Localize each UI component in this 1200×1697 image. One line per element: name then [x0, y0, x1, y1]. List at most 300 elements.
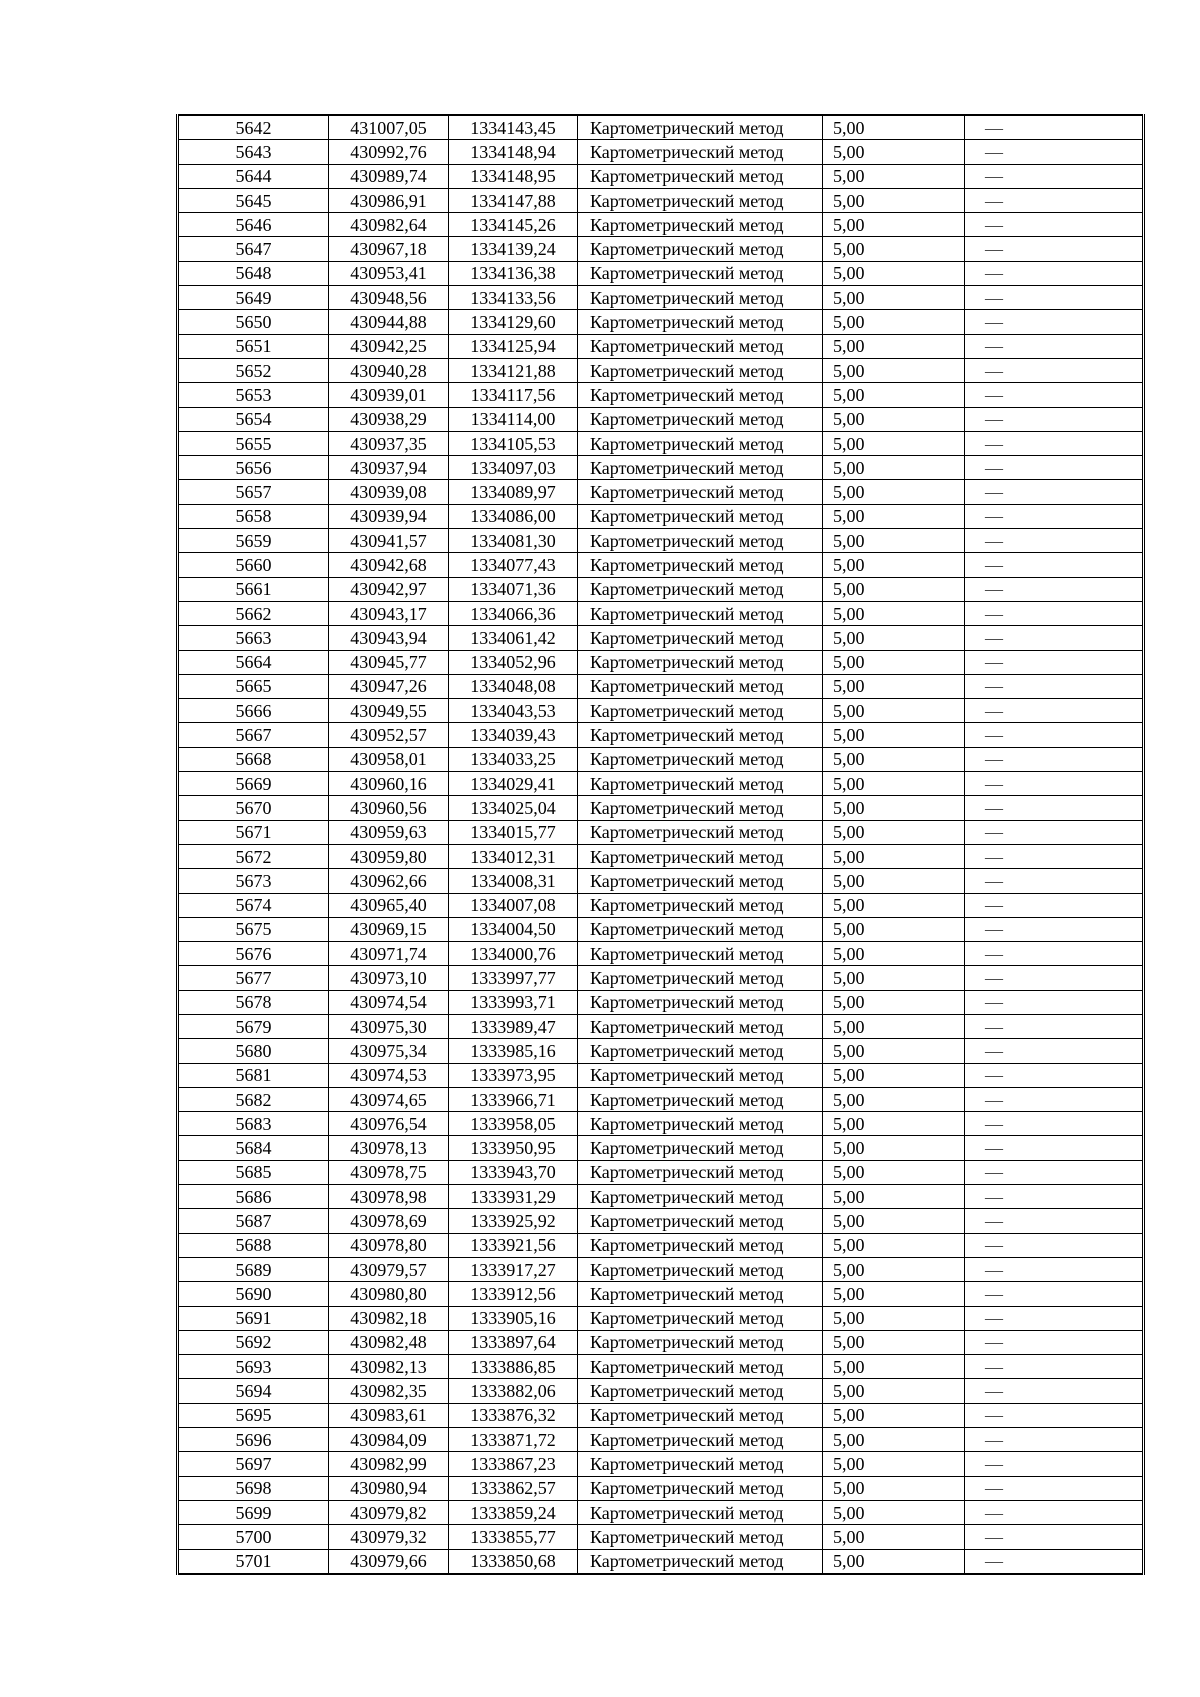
- accuracy-cell: 5,00: [823, 480, 965, 504]
- y-coordinate-cell: 1333958,05: [449, 1112, 578, 1136]
- method-cell: Картометрический метод: [578, 553, 823, 577]
- point-number-cell: 5656: [178, 456, 329, 480]
- method-cell: Картометрический метод: [578, 1233, 823, 1257]
- x-coordinate-cell: 430939,08: [329, 480, 449, 504]
- x-coordinate-cell: 430939,01: [329, 383, 449, 407]
- x-coordinate-cell: 430989,74: [329, 164, 449, 188]
- x-coordinate-cell: 430942,25: [329, 334, 449, 358]
- point-number-cell: 5701: [178, 1549, 329, 1574]
- accuracy-cell: 5,00: [823, 529, 965, 553]
- point-number-cell: 5675: [178, 917, 329, 941]
- accuracy-cell: 5,00: [823, 1282, 965, 1306]
- y-coordinate-cell: 1333867,23: [449, 1452, 578, 1476]
- note-cell: —: [965, 553, 1144, 577]
- note-cell: —: [965, 1014, 1144, 1038]
- y-coordinate-cell: 1334097,03: [449, 456, 578, 480]
- note-cell: —: [965, 188, 1144, 212]
- method-cell: Картометрический метод: [578, 286, 823, 310]
- table-row: [178, 140, 1144, 164]
- accuracy-cell: 5,00: [823, 723, 965, 747]
- point-number-cell: 5646: [178, 213, 329, 237]
- accuracy-cell: 5,00: [823, 577, 965, 601]
- note-cell: —: [965, 1452, 1144, 1476]
- point-number-cell: 5671: [178, 820, 329, 844]
- method-cell: Картометрический метод: [578, 601, 823, 625]
- x-coordinate-cell: 431007,05: [329, 115, 449, 140]
- note-cell: —: [965, 456, 1144, 480]
- point-number-cell: 5652: [178, 358, 329, 382]
- note-cell: —: [965, 772, 1144, 796]
- y-coordinate-cell: 1334133,56: [449, 286, 578, 310]
- table-row: [178, 699, 1144, 723]
- method-cell: Картометрический метод: [578, 772, 823, 796]
- method-cell: Картометрический метод: [578, 261, 823, 285]
- table-row: [178, 844, 1144, 868]
- point-number-cell: 5689: [178, 1257, 329, 1281]
- method-cell: Картометрический метод: [578, 237, 823, 261]
- accuracy-cell: 5,00: [823, 504, 965, 528]
- y-coordinate-cell: 1334043,53: [449, 699, 578, 723]
- point-number-cell: 5699: [178, 1500, 329, 1524]
- note-cell: —: [965, 1355, 1144, 1379]
- method-cell: Картометрический метод: [578, 334, 823, 358]
- accuracy-cell: 5,00: [823, 407, 965, 431]
- point-number-cell: 5697: [178, 1452, 329, 1476]
- point-number-cell: 5700: [178, 1525, 329, 1549]
- x-coordinate-cell: 430982,64: [329, 213, 449, 237]
- point-number-cell: 5653: [178, 383, 329, 407]
- y-coordinate-cell: 1333897,64: [449, 1330, 578, 1354]
- point-number-cell: 5665: [178, 674, 329, 698]
- method-cell: Картометрический метод: [578, 431, 823, 455]
- point-number-cell: 5687: [178, 1209, 329, 1233]
- point-number-cell: 5669: [178, 772, 329, 796]
- y-coordinate-cell: 1334039,43: [449, 723, 578, 747]
- y-coordinate-cell: 1334033,25: [449, 747, 578, 771]
- point-number-cell: 5681: [178, 1063, 329, 1087]
- y-coordinate-cell: 1334086,00: [449, 504, 578, 528]
- y-coordinate-cell: 1333966,71: [449, 1087, 578, 1111]
- note-cell: —: [965, 1306, 1144, 1330]
- y-coordinate-cell: 1334029,41: [449, 772, 578, 796]
- accuracy-cell: 5,00: [823, 1257, 965, 1281]
- point-number-cell: 5686: [178, 1185, 329, 1209]
- table-row: [178, 504, 1144, 528]
- method-cell: Картометрический метод: [578, 893, 823, 917]
- table-row: [178, 164, 1144, 188]
- note-cell: —: [965, 1379, 1144, 1403]
- point-number-cell: 5685: [178, 1160, 329, 1184]
- x-coordinate-cell: 430959,63: [329, 820, 449, 844]
- table-row: [178, 1379, 1144, 1403]
- note-cell: —: [965, 115, 1144, 140]
- accuracy-cell: 5,00: [823, 431, 965, 455]
- y-coordinate-cell: 1334007,08: [449, 893, 578, 917]
- x-coordinate-cell: 430938,29: [329, 407, 449, 431]
- table-row: [178, 1233, 1144, 1257]
- point-number-cell: 5649: [178, 286, 329, 310]
- y-coordinate-cell: 1333871,72: [449, 1428, 578, 1452]
- x-coordinate-cell: 430975,30: [329, 1014, 449, 1038]
- x-coordinate-cell: 430983,61: [329, 1403, 449, 1427]
- accuracy-cell: 5,00: [823, 893, 965, 917]
- y-coordinate-cell: 1334012,31: [449, 844, 578, 868]
- y-coordinate-cell: 1333862,57: [449, 1476, 578, 1500]
- note-cell: —: [965, 480, 1144, 504]
- method-cell: Картометрический метод: [578, 747, 823, 771]
- accuracy-cell: 5,00: [823, 747, 965, 771]
- table-row: [178, 1330, 1144, 1354]
- x-coordinate-cell: 430953,41: [329, 261, 449, 285]
- table-row: [178, 1525, 1144, 1549]
- note-cell: —: [965, 869, 1144, 893]
- x-coordinate-cell: 430979,66: [329, 1549, 449, 1574]
- point-number-cell: 5648: [178, 261, 329, 285]
- accuracy-cell: 5,00: [823, 917, 965, 941]
- table-row: [178, 383, 1144, 407]
- accuracy-cell: 5,00: [823, 1500, 965, 1524]
- method-cell: Картометрический метод: [578, 529, 823, 553]
- note-cell: —: [965, 650, 1144, 674]
- accuracy-cell: 5,00: [823, 1549, 965, 1574]
- x-coordinate-cell: 430978,98: [329, 1185, 449, 1209]
- x-coordinate-cell: 430976,54: [329, 1112, 449, 1136]
- table-row: [178, 1039, 1144, 1063]
- x-coordinate-cell: 430982,99: [329, 1452, 449, 1476]
- accuracy-cell: 5,00: [823, 942, 965, 966]
- table-row: [178, 601, 1144, 625]
- accuracy-cell: 5,00: [823, 1209, 965, 1233]
- x-coordinate-cell: 430975,34: [329, 1039, 449, 1063]
- accuracy-cell: 5,00: [823, 1403, 965, 1427]
- table-row: [178, 820, 1144, 844]
- x-coordinate-cell: 430942,97: [329, 577, 449, 601]
- accuracy-cell: 5,00: [823, 772, 965, 796]
- method-cell: Картометрический метод: [578, 626, 823, 650]
- method-cell: Картометрический метод: [578, 358, 823, 382]
- table-row: [178, 1063, 1144, 1087]
- y-coordinate-cell: 1334004,50: [449, 917, 578, 941]
- y-coordinate-cell: 1334125,94: [449, 334, 578, 358]
- x-coordinate-cell: 430973,10: [329, 966, 449, 990]
- method-cell: Картометрический метод: [578, 140, 823, 164]
- note-cell: —: [965, 1233, 1144, 1257]
- y-coordinate-cell: 1333943,70: [449, 1160, 578, 1184]
- table-row: [178, 1282, 1144, 1306]
- accuracy-cell: 5,00: [823, 1136, 965, 1160]
- note-cell: —: [965, 261, 1144, 285]
- y-coordinate-cell: 1333882,06: [449, 1379, 578, 1403]
- accuracy-cell: 5,00: [823, 334, 965, 358]
- point-number-cell: 5660: [178, 553, 329, 577]
- y-coordinate-cell: 1334117,56: [449, 383, 578, 407]
- method-cell: Картометрический метод: [578, 844, 823, 868]
- y-coordinate-cell: 1334061,42: [449, 626, 578, 650]
- table-row: [178, 1452, 1144, 1476]
- note-cell: —: [965, 1257, 1144, 1281]
- y-coordinate-cell: 1334089,97: [449, 480, 578, 504]
- note-cell: —: [965, 1282, 1144, 1306]
- x-coordinate-cell: 430979,57: [329, 1257, 449, 1281]
- point-number-cell: 5661: [178, 577, 329, 601]
- x-coordinate-cell: 430960,56: [329, 796, 449, 820]
- point-number-cell: 5694: [178, 1379, 329, 1403]
- method-cell: Картометрический метод: [578, 1549, 823, 1574]
- point-number-cell: 5658: [178, 504, 329, 528]
- method-cell: Картометрический метод: [578, 1136, 823, 1160]
- table-row: [178, 115, 1144, 140]
- accuracy-cell: 5,00: [823, 115, 965, 140]
- method-cell: Картометрический метод: [578, 869, 823, 893]
- method-cell: Картометрический метод: [578, 1379, 823, 1403]
- note-cell: —: [965, 140, 1144, 164]
- x-coordinate-cell: 430978,13: [329, 1136, 449, 1160]
- accuracy-cell: 5,00: [823, 626, 965, 650]
- accuracy-cell: 5,00: [823, 966, 965, 990]
- accuracy-cell: 5,00: [823, 674, 965, 698]
- coordinates-table: [176, 114, 1145, 1575]
- accuracy-cell: 5,00: [823, 1063, 965, 1087]
- accuracy-cell: 5,00: [823, 261, 965, 285]
- table-row: [178, 1209, 1144, 1233]
- note-cell: —: [965, 577, 1144, 601]
- y-coordinate-cell: 1333993,71: [449, 990, 578, 1014]
- x-coordinate-cell: 430982,35: [329, 1379, 449, 1403]
- x-coordinate-cell: 430965,40: [329, 893, 449, 917]
- table-row: [178, 674, 1144, 698]
- accuracy-cell: 5,00: [823, 1330, 965, 1354]
- point-number-cell: 5676: [178, 942, 329, 966]
- note-cell: —: [965, 1112, 1144, 1136]
- method-cell: Картометрический метод: [578, 1063, 823, 1087]
- method-cell: Картометрический метод: [578, 1452, 823, 1476]
- note-cell: —: [965, 358, 1144, 382]
- table-row: [178, 893, 1144, 917]
- y-coordinate-cell: 1334129,60: [449, 310, 578, 334]
- accuracy-cell: 5,00: [823, 869, 965, 893]
- y-coordinate-cell: 1334066,36: [449, 601, 578, 625]
- y-coordinate-cell: 1333931,29: [449, 1185, 578, 1209]
- accuracy-cell: 5,00: [823, 358, 965, 382]
- note-cell: —: [965, 820, 1144, 844]
- note-cell: —: [965, 431, 1144, 455]
- method-cell: Картометрический метод: [578, 990, 823, 1014]
- note-cell: —: [965, 893, 1144, 917]
- note-cell: —: [965, 383, 1144, 407]
- accuracy-cell: 5,00: [823, 1428, 965, 1452]
- table-row: [178, 213, 1144, 237]
- table-body: [178, 115, 1144, 1574]
- table-row: [178, 310, 1144, 334]
- accuracy-cell: 5,00: [823, 650, 965, 674]
- method-cell: Картометрический метод: [578, 650, 823, 674]
- table-row: [178, 1257, 1144, 1281]
- y-coordinate-cell: 1334114,00: [449, 407, 578, 431]
- method-cell: Картометрический метод: [578, 456, 823, 480]
- accuracy-cell: 5,00: [823, 1355, 965, 1379]
- point-number-cell: 5670: [178, 796, 329, 820]
- point-number-cell: 5657: [178, 480, 329, 504]
- note-cell: —: [965, 310, 1144, 334]
- x-coordinate-cell: 430937,94: [329, 456, 449, 480]
- y-coordinate-cell: 1333855,77: [449, 1525, 578, 1549]
- x-coordinate-cell: 430949,55: [329, 699, 449, 723]
- method-cell: Картометрический метод: [578, 1087, 823, 1111]
- table-row: [178, 334, 1144, 358]
- table-row: [178, 869, 1144, 893]
- method-cell: Картометрический метод: [578, 577, 823, 601]
- accuracy-cell: 5,00: [823, 1452, 965, 1476]
- note-cell: —: [965, 601, 1144, 625]
- x-coordinate-cell: 430962,66: [329, 869, 449, 893]
- note-cell: —: [965, 723, 1144, 747]
- method-cell: Картометрический метод: [578, 164, 823, 188]
- point-number-cell: 5672: [178, 844, 329, 868]
- method-cell: Картометрический метод: [578, 966, 823, 990]
- point-number-cell: 5668: [178, 747, 329, 771]
- method-cell: Картометрический метод: [578, 1355, 823, 1379]
- note-cell: —: [965, 529, 1144, 553]
- x-coordinate-cell: 430980,94: [329, 1476, 449, 1500]
- table-row: [178, 1500, 1144, 1524]
- y-coordinate-cell: 1334143,45: [449, 115, 578, 140]
- note-cell: —: [965, 1403, 1144, 1427]
- method-cell: Картометрический метод: [578, 1306, 823, 1330]
- x-coordinate-cell: 430978,80: [329, 1233, 449, 1257]
- y-coordinate-cell: 1334147,88: [449, 188, 578, 212]
- y-coordinate-cell: 1333989,47: [449, 1014, 578, 1038]
- accuracy-cell: 5,00: [823, 601, 965, 625]
- point-number-cell: 5693: [178, 1355, 329, 1379]
- accuracy-cell: 5,00: [823, 553, 965, 577]
- note-cell: —: [965, 1185, 1144, 1209]
- table-row: [178, 286, 1144, 310]
- x-coordinate-cell: 430967,18: [329, 237, 449, 261]
- x-coordinate-cell: 430986,91: [329, 188, 449, 212]
- x-coordinate-cell: 430984,09: [329, 1428, 449, 1452]
- method-cell: Картометрический метод: [578, 310, 823, 334]
- table-row: [178, 456, 1144, 480]
- table-row: [178, 796, 1144, 820]
- x-coordinate-cell: 430944,88: [329, 310, 449, 334]
- method-cell: Картометрический метод: [578, 1257, 823, 1281]
- x-coordinate-cell: 430947,26: [329, 674, 449, 698]
- point-number-cell: 5642: [178, 115, 329, 140]
- point-number-cell: 5683: [178, 1112, 329, 1136]
- point-number-cell: 5688: [178, 1233, 329, 1257]
- note-cell: —: [965, 407, 1144, 431]
- note-cell: —: [965, 942, 1144, 966]
- method-cell: Картометрический метод: [578, 407, 823, 431]
- method-cell: Картометрический метод: [578, 820, 823, 844]
- accuracy-cell: 5,00: [823, 990, 965, 1014]
- y-coordinate-cell: 1334081,30: [449, 529, 578, 553]
- table-row: [178, 1549, 1144, 1574]
- table-row: [178, 1112, 1144, 1136]
- y-coordinate-cell: 1334000,76: [449, 942, 578, 966]
- point-number-cell: 5684: [178, 1136, 329, 1160]
- table-row: [178, 1476, 1144, 1500]
- table-row: [178, 480, 1144, 504]
- point-number-cell: 5647: [178, 237, 329, 261]
- note-cell: —: [965, 747, 1144, 771]
- x-coordinate-cell: 430969,15: [329, 917, 449, 941]
- table-row: [178, 917, 1144, 941]
- method-cell: Картометрический метод: [578, 1428, 823, 1452]
- table-row: [178, 553, 1144, 577]
- point-number-cell: 5663: [178, 626, 329, 650]
- table-row: [178, 1087, 1144, 1111]
- method-cell: Картометрический метод: [578, 1330, 823, 1354]
- method-cell: Картометрический метод: [578, 1525, 823, 1549]
- x-coordinate-cell: 430959,80: [329, 844, 449, 868]
- point-number-cell: 5666: [178, 699, 329, 723]
- table-row: [178, 966, 1144, 990]
- method-cell: Картометрический метод: [578, 383, 823, 407]
- note-cell: —: [965, 237, 1144, 261]
- accuracy-cell: 5,00: [823, 140, 965, 164]
- x-coordinate-cell: 430992,76: [329, 140, 449, 164]
- note-cell: —: [965, 699, 1144, 723]
- point-number-cell: 5659: [178, 529, 329, 553]
- y-coordinate-cell: 1333859,24: [449, 1500, 578, 1524]
- x-coordinate-cell: 430971,74: [329, 942, 449, 966]
- method-cell: Картометрический метод: [578, 480, 823, 504]
- accuracy-cell: 5,00: [823, 820, 965, 844]
- accuracy-cell: 5,00: [823, 164, 965, 188]
- x-coordinate-cell: 430958,01: [329, 747, 449, 771]
- x-coordinate-cell: 430978,69: [329, 1209, 449, 1233]
- note-cell: —: [965, 213, 1144, 237]
- x-coordinate-cell: 430978,75: [329, 1160, 449, 1184]
- method-cell: Картометрический метод: [578, 674, 823, 698]
- note-cell: —: [965, 1330, 1144, 1354]
- accuracy-cell: 5,00: [823, 1014, 965, 1038]
- x-coordinate-cell: 430940,28: [329, 358, 449, 382]
- y-coordinate-cell: 1333912,56: [449, 1282, 578, 1306]
- point-number-cell: 5692: [178, 1330, 329, 1354]
- y-coordinate-cell: 1334148,95: [449, 164, 578, 188]
- method-cell: Картометрический метод: [578, 1209, 823, 1233]
- accuracy-cell: 5,00: [823, 286, 965, 310]
- point-number-cell: 5690: [178, 1282, 329, 1306]
- point-number-cell: 5698: [178, 1476, 329, 1500]
- accuracy-cell: 5,00: [823, 1306, 965, 1330]
- note-cell: —: [965, 990, 1144, 1014]
- note-cell: —: [965, 1160, 1144, 1184]
- method-cell: Картометрический метод: [578, 1476, 823, 1500]
- point-number-cell: 5679: [178, 1014, 329, 1038]
- table-row: [178, 529, 1144, 553]
- x-coordinate-cell: 430948,56: [329, 286, 449, 310]
- table-row: [178, 747, 1144, 771]
- note-cell: —: [965, 1136, 1144, 1160]
- accuracy-cell: 5,00: [823, 1233, 965, 1257]
- table-row: [178, 1014, 1144, 1038]
- accuracy-cell: 5,00: [823, 213, 965, 237]
- accuracy-cell: 5,00: [823, 1112, 965, 1136]
- accuracy-cell: 5,00: [823, 1160, 965, 1184]
- point-number-cell: 5680: [178, 1039, 329, 1063]
- note-cell: —: [965, 164, 1144, 188]
- x-coordinate-cell: 430982,48: [329, 1330, 449, 1354]
- y-coordinate-cell: 1334145,26: [449, 213, 578, 237]
- note-cell: —: [965, 286, 1144, 310]
- point-number-cell: 5655: [178, 431, 329, 455]
- x-coordinate-cell: 430974,65: [329, 1087, 449, 1111]
- y-coordinate-cell: 1334121,88: [449, 358, 578, 382]
- note-cell: —: [965, 504, 1144, 528]
